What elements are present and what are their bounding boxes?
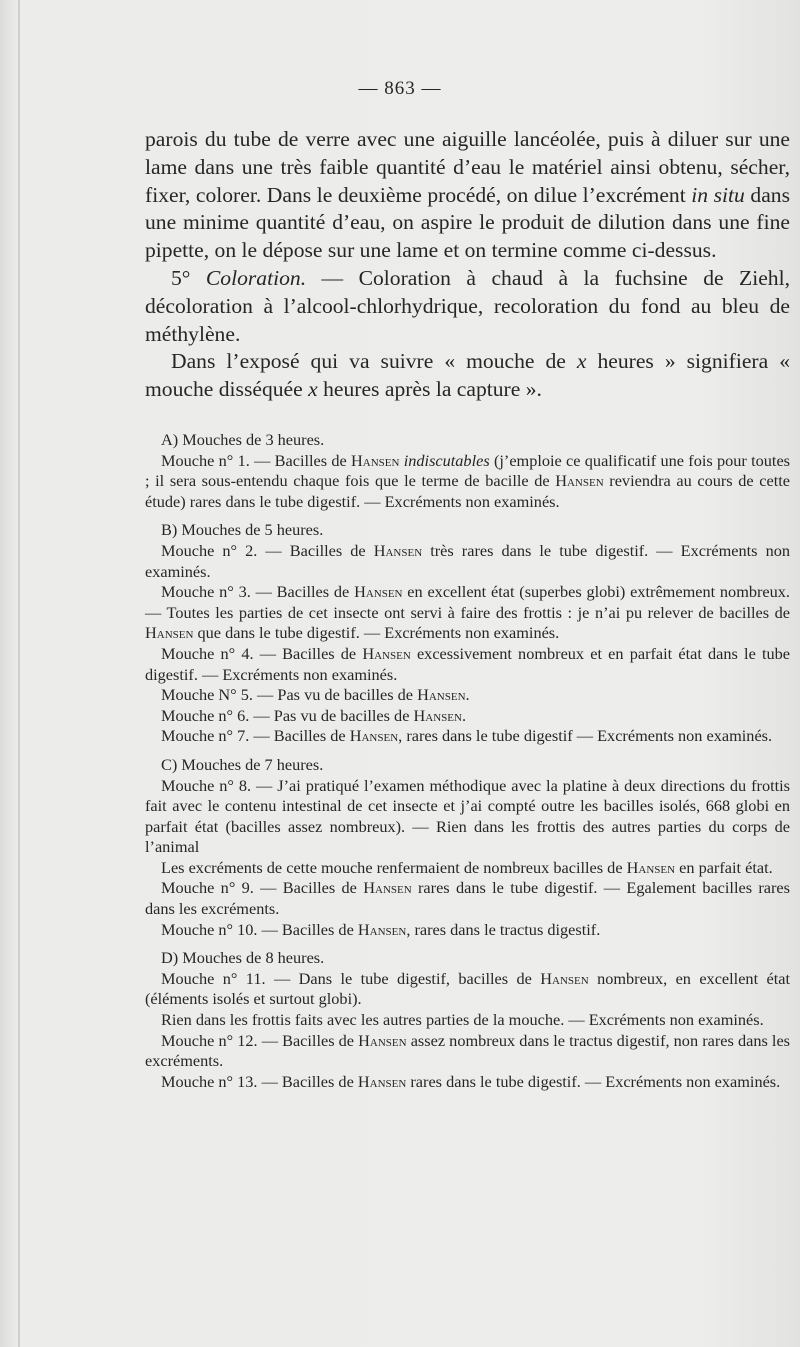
entry-mouche-11-other: Rien dans les frottis faits avec les autres parties de la mouche. — Excréments non examinés. (161, 1010, 764, 1030)
entry-mouche-12: Mouche n° 12. — Bacilles de Hansen assez nombreux dans le tractus digestif, non rares dans les excréments. (145, 1030, 791, 1071)
entry-mouche-13: Mouche n° 13. — Bacilles de Hansen rares dans le tube digestif. — Excréments non examinés. (161, 1071, 781, 1091)
entry-mouche-3: Mouche n° 3. — Bacilles de Hansen en excellent état (superbes globi) extrêmement nombreux. — Toutes les parties de cet insecte ont servi à faire des frottis : je n’ai pu relever de bacilles de Hansen que dans le tube digestif. — Excréments non examinés. (145, 582, 791, 643)
entry-mouche-9: Mouche n° 9. — Bacilles de Hansen rares dans le tube digestif. — Egalement bacilles rares dans les excréments. (145, 878, 790, 919)
observations (145, 430, 790, 1092)
entry-mouche-5: Mouche N° 5. — Pas vu de bacilles de Hansen. (161, 685, 470, 705)
section-heading-d: D) Mouches de 8 heures. (161, 948, 325, 968)
paragraph-coloration: 5° Coloration. — Coloration à chaud à la fuchsine de Ziehl, décoloration à l’alcool-chlorhydrique, recoloration du fond au bleu de méthylène. (145, 265, 791, 346)
section-heading-c: C) Mouches de 7 heures. (161, 754, 324, 774)
section-heading-b: B) Mouches de 5 heures. (161, 520, 324, 540)
entry-mouche-8: Mouche n° 8. — J’ai pratiqué l’examen méthodique avec la platine à deux directions du frottis fait avec le contenu intestinal de cet insecte et j’ai compté outre les bacilles isolés, 668 globi en parfait état (bacilles assez nombreux). — Rien dans les frottis des autres parties du corps de l’animal (145, 775, 790, 857)
entry-mouche-10: Mouche n° 10. — Bacilles de Hansen, rares dans le tractus digestif. (161, 919, 601, 939)
section-heading-a: A) Mouches de 3 heures. (161, 430, 325, 449)
entry-mouche-6: Mouche n° 6. — Pas vu de bacilles de Hansen. (161, 705, 467, 725)
entry-mouche-4: Mouche n° 4. — Bacilles de Hansen excessivement nombreux et en parfait état dans le tube digestif. — Excréments non examinés. (145, 643, 791, 684)
entry-mouche-2: Mouche n° 2. — Bacilles de Hansen très rares dans le tube digestif. — Excréments non examinés. (145, 540, 790, 581)
entry-mouche-1: Mouche n° 1. — Bacilles de Hansen indiscutables (j’emploie ce qualificatif une fois pour toutes ; il sera sous-entendu chaque fois que le terme de bacille de Hansen reviendra au cours de cette étude) rares dans le tube digestif. — Excréments non examinés. (145, 450, 791, 511)
paragraph-definition: Dans l’exposé qui va suivre « mouche de x heures » signifiera « mouche disséquée x heures après la capture ». (145, 349, 790, 402)
entry-mouche-11: Mouche n° 11. — Dans le tube digestif, bacilles de Hansen nombreux, en excellent état (éléments isolés et surtout globi). (145, 968, 790, 1009)
entry-mouche-7: Mouche n° 7. — Bacilles de Hansen, rares dans le tube digestif — Excréments non examinés. (161, 726, 773, 746)
paragraph-procedure: parois du tube de verre avec une aiguille lancéolée, puis à diluer sur une lame dans une très faible quantité d’eau le matériel ainsi obtenu, sécher, fixer, colorer. Dans le deuxième procédé, on dilue l’excrément in situ dans une minime quantité d’eau, on aspire le produit de dilution dans une fine pipette, on le dépose sur une lame et on termine comme ci-dessus. (145, 127, 791, 263)
entry-mouche-8-excrements: Les excréments de cette mouche renfermaient de nombreux bacilles de Hansen en parfait état. (161, 857, 773, 877)
page-number: — 863 — (358, 78, 442, 99)
intro-text (145, 126, 790, 404)
page-fold-shadow (18, 0, 20, 1347)
